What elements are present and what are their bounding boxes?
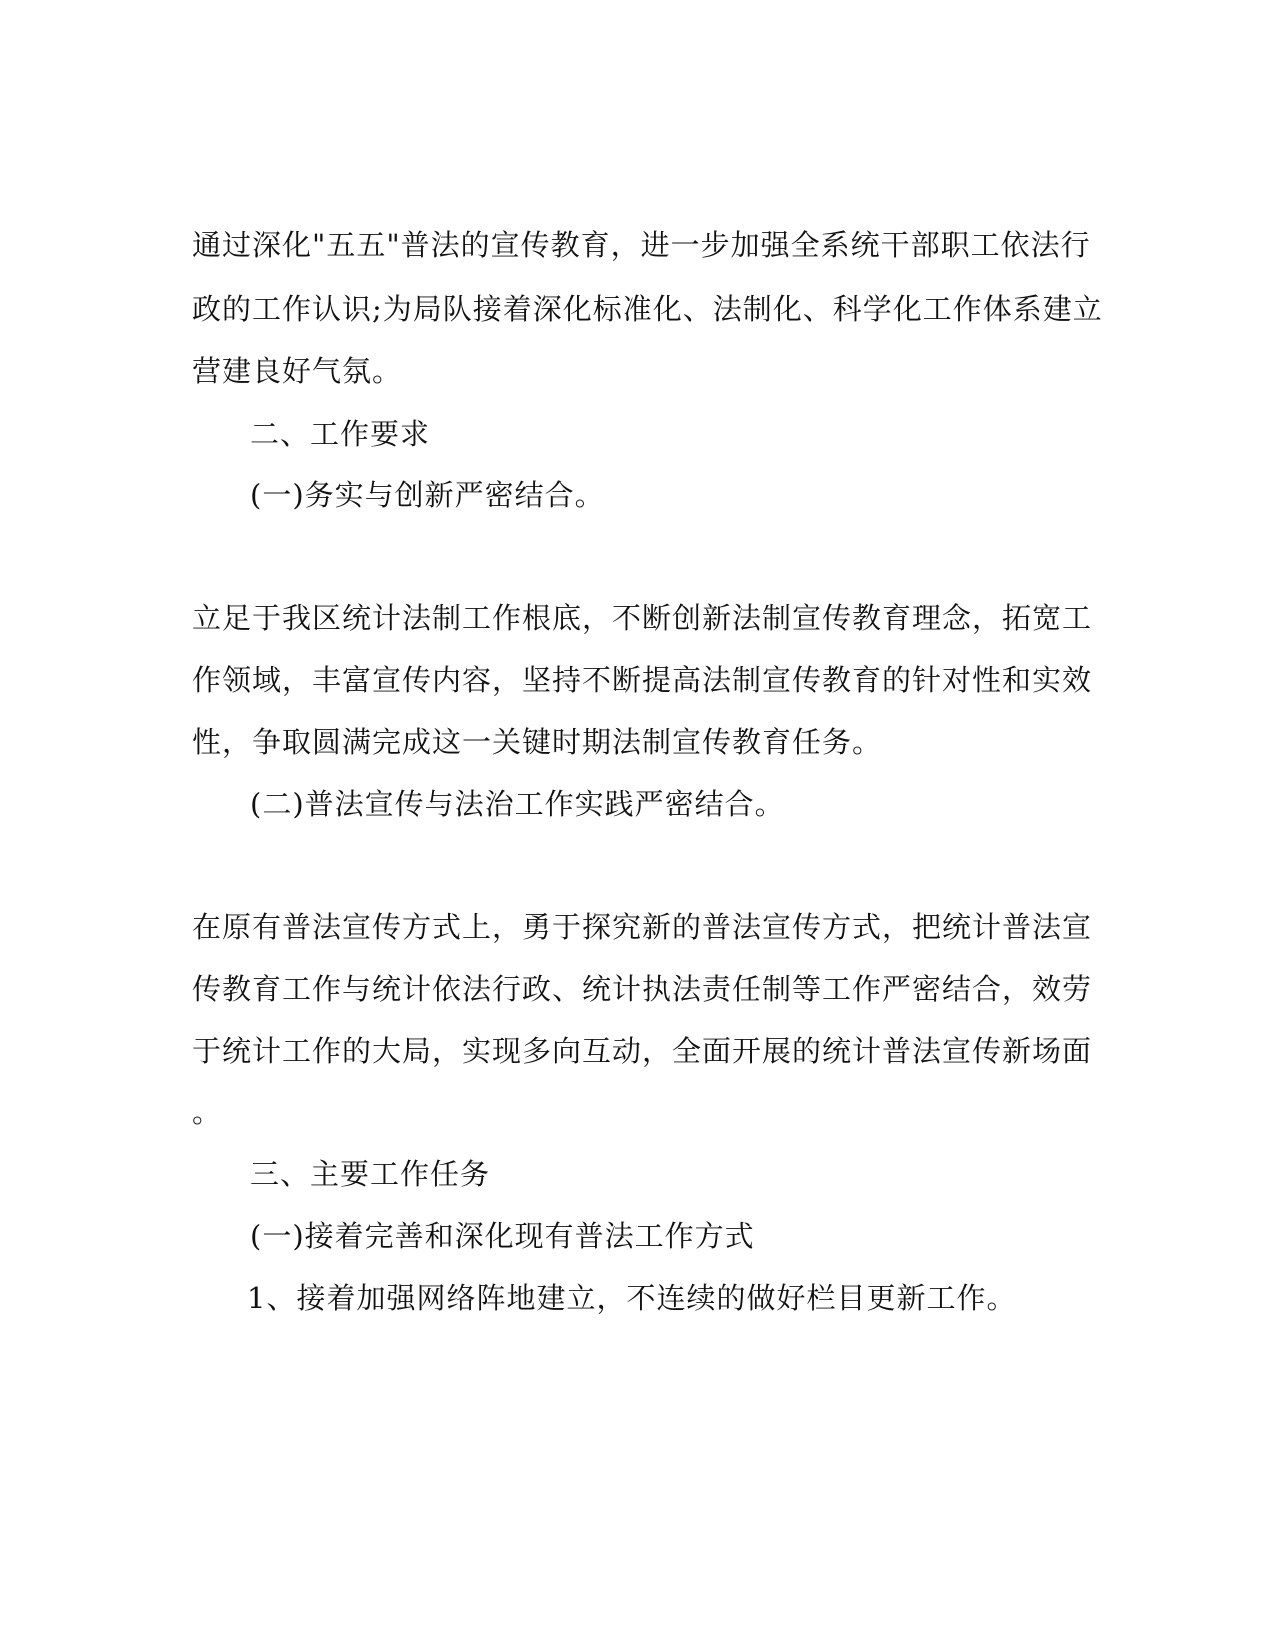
body-text-line: 于统计工作的大局，实现多向互动，全面开展的统计普法宣传新场面	[192, 1034, 1093, 1068]
subsection-heading: (二)普法宣传与法治工作实践严密结合。	[250, 787, 785, 821]
body-text-line: 在原有普法宣传方式上，勇于探究新的普法宣传方式，把统计普法宣	[192, 910, 1093, 944]
subsection-heading: (一)务实与创新严密结合。	[250, 478, 605, 512]
section-heading: 二、工作要求	[250, 417, 431, 451]
numbered-item: 1、接着加强网络阵地建立，不连续的做好栏目更新工作。	[247, 1281, 1017, 1315]
body-text-line: 作领域，丰富宣传内容，坚持不断提高法制宣传教育的针对性和实效	[192, 663, 1093, 697]
body-text-line: 通过深化"五五"普法的宣传教育，进一步加强全系统干部职工依法行	[192, 228, 1091, 262]
body-text-line: 。	[192, 1095, 223, 1129]
body-text-line: 立足于我区统计法制工作根底，不断创新法制宣传教育理念，拓宽工	[192, 601, 1093, 635]
body-text-line: 传教育工作与统计依法行政、统计执法责任制等工作严密结合，效劳	[192, 972, 1093, 1006]
subsection-heading: (一)接着完善和深化现有普法工作方式	[250, 1219, 755, 1253]
section-heading: 三、主要工作任务	[250, 1157, 491, 1191]
body-text-line: 政的工作认识;为局队接着深化标准化、法制化、科学化工作体系建立	[192, 292, 1103, 326]
body-text-line: 营建良好气氛。	[192, 354, 403, 388]
body-text-line: 性，争取圆满完成这一关键时期法制宣传教育任务。	[192, 725, 883, 759]
